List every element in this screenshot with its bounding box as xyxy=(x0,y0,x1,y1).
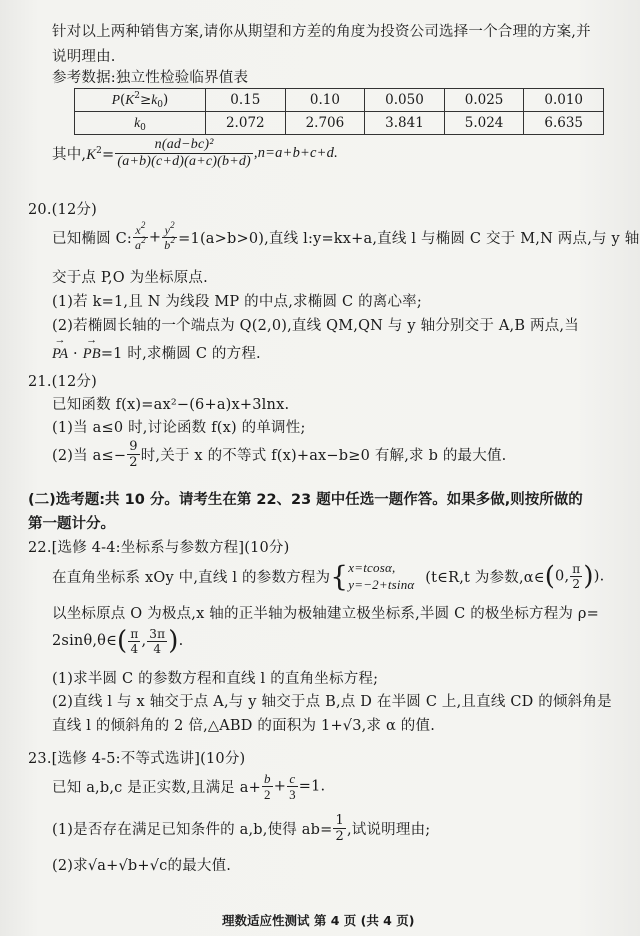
q22-line1-suffix: (t∈R,t 为参数,α∈ xyxy=(425,570,545,586)
q20-line2: 交于点 P,O 为坐标原点. xyxy=(52,270,208,286)
critical-value-table xyxy=(74,88,604,135)
reference-data-label: 参考数据:独立性检验临界值表 xyxy=(52,70,249,86)
q22-part1: (1)求半圆 C 的参数方程和直线 l 的直角坐标方程; xyxy=(52,671,379,687)
elective-section-line2: 第一题计分。 xyxy=(28,516,115,532)
q20-line1-prefix: 已知椭圆 C: xyxy=(52,231,132,247)
q19-line1: 针对以上两种销售方案,请你从期望和方差的角度为投资公司选择一个合理的方案,并 xyxy=(52,24,591,40)
q20-part2-tail: → PA · → PB=1 时,求椭圆 C 的方程. xyxy=(52,342,261,363)
q23-part1-suffix: ,试说明理由; xyxy=(346,822,431,838)
table-cell: 0.025 xyxy=(444,89,524,112)
table-cell: 0.050 xyxy=(365,89,445,112)
table-cell: 0.10 xyxy=(285,89,365,112)
q22-line1: 在直角坐标系 xOy 中,直线 l 的参数方程为{ x=tcosα, y=−2+tsinα (t∈R,t 为参数,α∈(0, $\frac{\pi}{2}$ )). xyxy=(52,560,605,593)
parametric-equations xyxy=(348,560,414,593)
formula-numerator: n(ad−bc)² xyxy=(115,138,253,154)
table-cell: 6.635 xyxy=(524,112,604,135)
q20-part1: (1)若 k=1,且 N 为线段 MP 的中点,求椭圆 C 的离心率; xyxy=(52,294,422,310)
q23-part1: (1)是否存在满足已知条件的 a,b,使得 ab= $\frac{1}{2}$ ,试说明理由; xyxy=(52,813,431,844)
eq-x: x=tcosα, xyxy=(348,560,396,576)
q20-line1: 已知椭圆 C: $\frac{x^2}{a^2}$ + $\frac{y^2}{b^2}$ =1(a>b>0),直线 l:y=kx+a,直线 l 与椭圆 C 交于 M,N 两点,与 y 轴 xyxy=(52,220,640,252)
q23-line1: 已知 a,b,c 是正实数,且满足 a+ $\frac{b}{2}$ + $\frac{c}{3}$ =1. xyxy=(52,771,326,802)
table-cell: 5.024 xyxy=(444,112,524,135)
vector-pa: → PA xyxy=(52,346,68,363)
q22-line3: 2sinθ,θ∈( $\frac{\pi}{4}$ , $\frac{3\pi}{4}$ ). xyxy=(52,626,184,656)
table-cell: 3.841 xyxy=(365,112,445,135)
q22-part2: (2)直线 l 与 x 轴交于点 A,与 y 轴交于点 B,点 D 在半圆 C 上,且直线 CD 的倾斜角是 xyxy=(52,694,612,710)
q22-line3-text: 2sinθ,θ∈ xyxy=(52,633,118,649)
eq-y: y=−2+tsinα xyxy=(348,576,415,592)
q22-header: 22.[选修 4-4:坐标系与参数方程](10分) xyxy=(28,540,290,556)
k-squared-formula: 其中$,K^2=$ $\frac{\text{n(ad−bc)²}}{(a+b)(c+d)(a+c)(b+d)}$ ,n=a+b+c+d. xyxy=(52,137,338,169)
formula-denominator: (a+b)(c+d)(a+c)(b+d) xyxy=(117,154,251,169)
elective-section-line1: (二)选考题:共 10 分。请考生在第 22、23 题中任选一题作答。如果多做,则按所做的 xyxy=(28,492,583,508)
table-row xyxy=(75,112,604,135)
table-cell: 0.010 xyxy=(524,89,604,112)
q21-part2-suffix: 时,关于 x 的不等式 f(x)+ax−b≥0 有解,求 b 的最大值. xyxy=(140,448,507,464)
q21-part2-prefix: (2)当 a≤− xyxy=(52,448,127,464)
q21-part1: (1)当 a≤0 时,讨论函数 f(x) 的单调性; xyxy=(52,420,306,436)
q20-part2-tail-text: =1 时,求椭圆 C 的方程. xyxy=(100,346,261,362)
q23-line1-text: 已知 a,b,c 是正实数,且满足 a+ xyxy=(52,780,261,796)
q22-part2-b: 直线 l 的倾斜角的 2 倍,△ABD 的面积为 1+√3,求 α 的值. xyxy=(52,718,435,734)
table-cell: 2.706 xyxy=(285,112,365,135)
q23-part1-prefix: (1)是否存在满足已知条件的 a,b,使得 ab= xyxy=(52,822,333,838)
page-footer: 理数适应性测试 第 4 页 (共 4 页) xyxy=(222,913,415,928)
table-cell: 0.15 xyxy=(206,89,286,112)
q23-header: 23.[选修 4-5:不等式选讲](10分) xyxy=(28,751,246,767)
q20-line1-suffix: =1(a>b>0),直线 l:y=kx+a,直线 l 与椭圆 C 交于 M,N 两点,与 y 轴 xyxy=(178,231,640,247)
formula-suffix: ,n=a+b+c+d. xyxy=(253,145,338,161)
q22-line2: 以坐标原点 O 为极点,x 轴的正半轴为极轴建立极坐标系,半圆 C 的极坐标方程为 ρ= xyxy=(52,606,600,622)
q20-part2: (2)若椭圆长轴的一个端点为 Q(2,0),直线 QM,QN 与 y 轴分别交于 A,B 两点,当 xyxy=(52,318,579,334)
q21-header: 21.(12分) xyxy=(28,374,97,390)
vector-pb: → PB xyxy=(83,346,101,363)
q23-part2: (2)求√a+√b+√c的最大值. xyxy=(52,858,232,874)
q22-line1-prefix: 在直角坐标系 xOy 中,直线 l 的参数方程为 xyxy=(52,570,331,586)
q21-part2: (2)当 a≤− $\frac{9}{2}$ 时,关于 x 的不等式 f(x)+ax−b≥0 有解,求 b 的最大值. xyxy=(52,439,507,470)
table-cell: 2.072 xyxy=(206,112,286,135)
table-row-label: $k_0$ xyxy=(75,112,206,135)
table-row xyxy=(75,89,604,112)
q19-line2: 说明理由. xyxy=(52,49,116,65)
q20-header: 20.(12分) xyxy=(28,202,97,218)
table-header-cell: $P(K^2\ge k_0)$ xyxy=(75,89,206,112)
q21-line1: 已知函数 f(x)=ax²−(6+a)x+3lnx. xyxy=(52,397,290,413)
